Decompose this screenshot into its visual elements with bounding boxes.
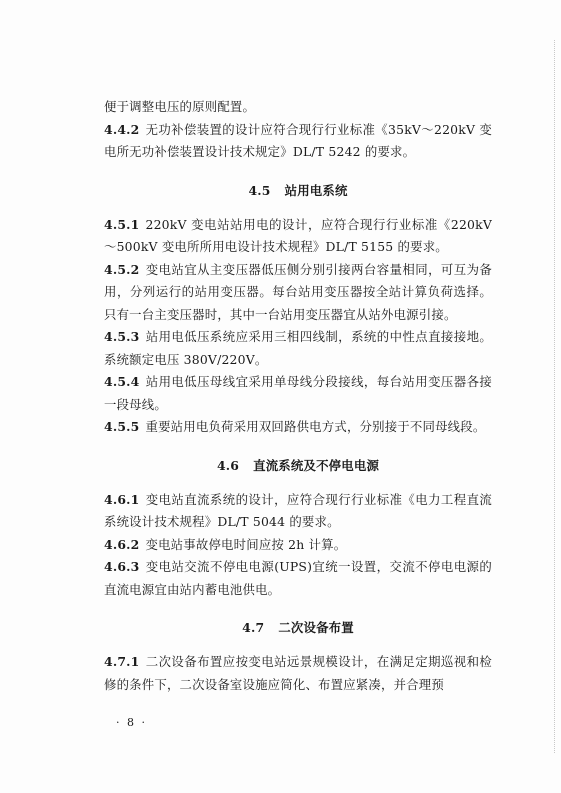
- clause-4-5-1: [104, 214, 492, 259]
- clause-4-4-2: [104, 119, 492, 164]
- clause-text: 二次设备布置应按变电站远景规模设计，在满足定期巡视和检修的条件下，二次设备室设施应简化、布置应紧凑，并合理预: [104, 654, 492, 692]
- clause-number: 4.7.1: [104, 654, 140, 669]
- clause-text: 无功补偿装置的设计应符合现行行业标准《35kV～220kV 变电所无功补偿装置设计技术规定》DL/T 5242 的要求。: [104, 121, 492, 159]
- clause-4-5-4: [104, 371, 492, 416]
- clause-text: 变电站交流不停电电源(UPS)宜统一设置，交流不停电电源的直流电源宜由站内蓄电池供电。: [104, 559, 492, 597]
- section-heading-4-7: [104, 617, 492, 639]
- section-heading-4-6: [104, 455, 492, 477]
- clause-number: 4.5.5: [104, 419, 140, 434]
- clause-text: 变电站事故停电时间应按 2h 计算。: [145, 536, 347, 552]
- clause-4-5-5: [104, 416, 492, 439]
- clause-4-5-3: [104, 326, 492, 371]
- section-number: 4.6: [216, 457, 240, 473]
- clause-text: 变电站直流系统的设计，应符合现行行业标准《电力工程直流系统设计技术规程》DL/T 5044 的要求。: [104, 491, 492, 529]
- clause-4-6-2: [104, 534, 492, 557]
- page-edge-line: [554, 40, 555, 753]
- clause-text: 站用电低压母线宜采用单母线分段接线，每台站用变压器各接一段母线。: [104, 374, 492, 412]
- section-title: 站用电系统: [284, 182, 348, 198]
- clause-number: 4.5.4: [104, 374, 140, 389]
- clause-4-6-3: [104, 556, 492, 601]
- section-title: 二次设备布置: [278, 620, 354, 635]
- section-number: 4.5: [248, 182, 271, 198]
- clause-text: 站用电低压系统应采用三相四线制，系统的中性点直接接地。系统额定电压 380V/220V。: [104, 329, 492, 367]
- clause-4-7-1: [104, 651, 492, 696]
- clause-number: 4.6.3: [104, 559, 140, 574]
- clause-number: 4.5.1: [104, 216, 140, 232]
- section-number: 4.7: [242, 620, 265, 635]
- page-content: [104, 96, 492, 696]
- section-heading-4-5: [104, 180, 492, 202]
- clause-text: 重要站用电负荷采用双回路供电方式，分别接于不同母线段。: [145, 419, 486, 434]
- clause-text: 变电站宜从主变压器低压侧分别引接两台容量相同，可互为备用，分列运行的站用变压器。每台站用变压器按全站计算负荷选择。只有一台主变压器时，其中一台站用变压器宜从站外电源引接。: [104, 261, 492, 322]
- clause-text: 220kV 变电站站用电的设计，应符合现行行业标准《220kV～500kV 变电所所用电设计技术规程》DL/T 5155 的要求。: [104, 216, 492, 254]
- intro-line: 便于调整电压的原则配置。: [104, 99, 256, 114]
- clause-number: 4.6.2: [104, 536, 140, 552]
- page-number: · 8 ·: [116, 716, 147, 729]
- clause-number: 4.5.3: [104, 329, 140, 344]
- clause-number: 4.6.1: [104, 491, 140, 507]
- clause-4-6-1: [104, 489, 492, 534]
- section-title: 直流系统及不停电电源: [253, 457, 380, 473]
- clause-number: 4.4.2: [104, 121, 140, 137]
- clause-4-5-2: [104, 259, 492, 327]
- clause-number: 4.5.2: [104, 261, 140, 277]
